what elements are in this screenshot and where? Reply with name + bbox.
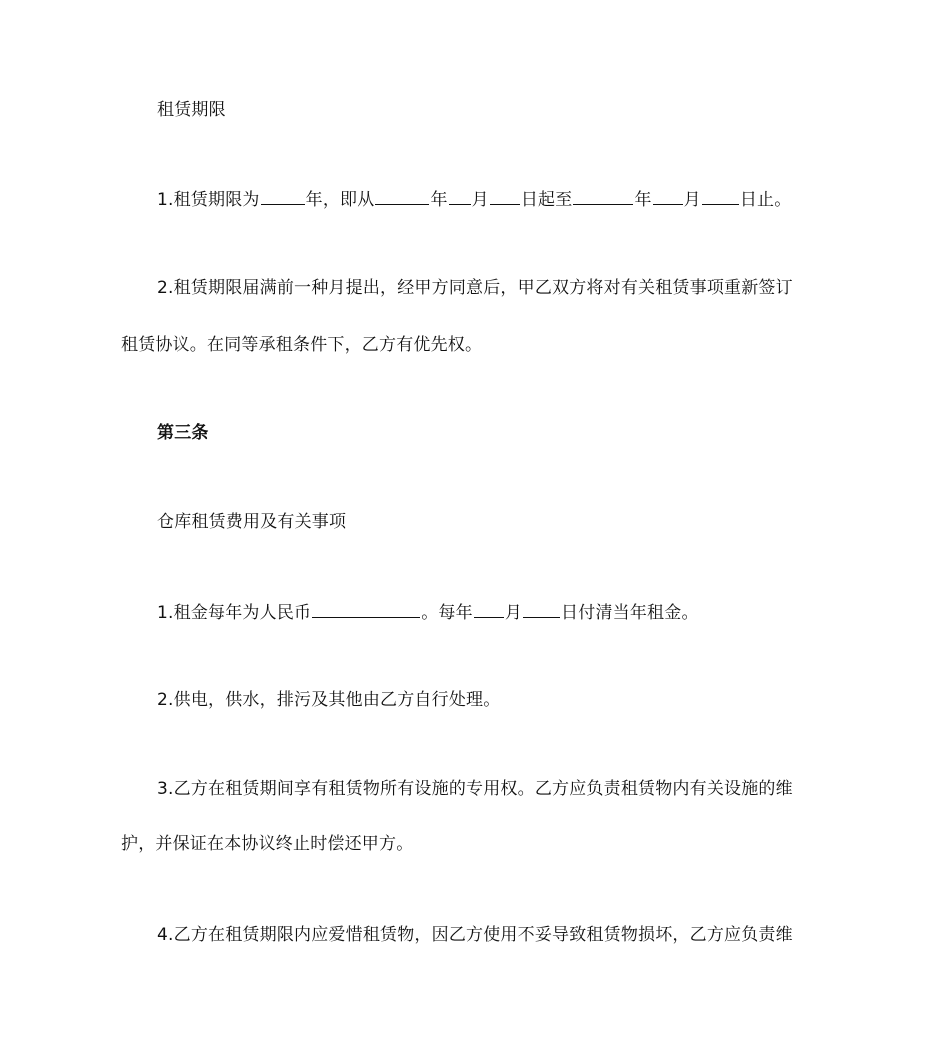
fee-clause-1-text-a: 1.租金每年为人民币	[157, 603, 312, 623]
fee-clause-1	[157, 600, 699, 625]
term-clause-1-text-d: 月	[471, 190, 489, 210]
term-clause-1-text-f: 年	[634, 190, 652, 210]
blank-end-month	[653, 187, 683, 205]
blank-end-year	[573, 187, 633, 205]
term-clause-1-text-a: 1.租赁期限为	[157, 190, 260, 210]
term-clause-1-text-e: 日起至	[520, 190, 573, 210]
fee-clause-3-line-1: 3.乙方在租赁期间享有租赁物所有设施的专用权。乙方应负责租赁物内有关设施的维	[157, 779, 793, 799]
term-clause-1-text-h: 日止。	[739, 190, 792, 210]
fee-clause-1-text-d: 日付清当年租金。	[561, 603, 699, 623]
fee-clause-3-line-2: 护，并保证在本协议终止时偿还甲方。	[121, 834, 414, 854]
blank-years	[261, 187, 305, 205]
blank-end-day	[702, 187, 739, 205]
section-heading-lease-term: 租赁期限	[157, 100, 226, 120]
term-clause-1-text-c: 年	[430, 190, 448, 210]
fee-clause-1-text-b: 。每年	[421, 603, 473, 623]
term-clause-1-text-b: 年，即从	[305, 190, 375, 210]
term-clause-1-text-g: 月	[683, 190, 701, 210]
blank-start-day	[490, 187, 520, 205]
term-clause-2-line-2: 租赁协议。在同等承租条件下，乙方有优先权。	[121, 335, 483, 355]
fee-clause-1-text-c: 月	[504, 603, 523, 623]
blank-start-month	[449, 187, 471, 205]
term-clause-1	[157, 187, 791, 212]
blank-rent-amount	[312, 600, 420, 618]
blank-payment-day	[523, 600, 560, 618]
blank-payment-month	[474, 600, 504, 618]
fee-clause-4-line-1: 4.乙方在租赁期限内应爱惜租赁物，因乙方使用不妥导致租赁物损坏，乙方应负责维	[157, 925, 793, 945]
article-3-subtitle: 仓库租赁费用及有关事项	[157, 512, 347, 532]
article-3-title: 第三条	[157, 423, 209, 443]
term-clause-2-line-1: 2.租赁期限届满前一种月提出，经甲方同意后，甲乙双方将对有关租赁事项重新签订	[157, 278, 793, 298]
fee-clause-2: 2.供电，供水，排污及其他由乙方自行处理。	[157, 690, 501, 710]
blank-start-year	[375, 187, 429, 205]
